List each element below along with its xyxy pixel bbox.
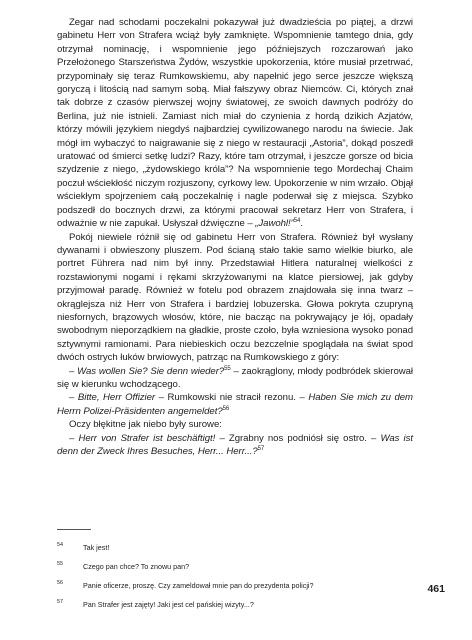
footnote-ref-57[interactable]: 57	[257, 445, 265, 452]
footnote-text: Panie oficerze, proszę. Czy zameldował mnie pan do prezydenta policji?	[83, 581, 314, 590]
footnotes	[57, 542, 413, 618]
footnote-ref-54[interactable]: 54	[293, 217, 301, 224]
paragraph-2: Pokój niewiele różnił się od gabinetu Herr von Strafera. Również był wysłany dywanami i obwieszony pluszem. Pod ścianą stało takie samo wielkie biurko, ale portret Führera nad nim był inny. Przedstawiał Hitlera naturalnej wielkości z rozstawionymi nogami i rękami skrzyżowanymi na klatce piersiowej, jak gdyby przyjmował paradę. Również w fotelu pod obrazem znajdowała się inna twarz – okrąglejsza niż Herr von Strafera i bardziej lobuzerska. Głowa pokryta czupryną niesfornych, brązowych włosów, które, nie bacząc na pokrywający je łój, opadały swobodnym nieporządkiem na gładkie, proste czoło, była wzniesiona wysoko ponad sztywnymi ramionami. Para niebieskich oczu bezczelnie spoglądała na świat spod dwóch ostrych łuków brwiowych, patrząc na Rumkowskiego z góry:	[57, 231, 413, 364]
paragraph-1-text: Zegar nad schodami poczekalni pokazywał już dwadzieścia po piątej, a drzwi gabinetu Herr von Strafera wciąż były zamknięte. Wspomnienie tamtego dnia, gdy otrzymał nominację, i wspomnienie jego późniejszych rozczarowań jako Przełożonego Starszeństwa Żydów, wszystkie upokorzenia, które musiał przetrwać, przypominały się teraz Rumkowskiemu, aby napełnić jego serce jeszcze większą goryczą i litością nad samym sobą. Miał fałszywy obraz Niemców. Ci, których znał tak dobrze z czasów pierwszej wojny światowej, ze swoich dawnych podróży do Berlina, już nie istnieli. Zamiast nich miał do czynienia z hordą dzikich Azjatów, którzy mówili językiem niegdyś najbardziej cywilizowanego narodu na świecie. Jak mógł im wybaczyć to naigrawanie się z niego w restauracji „Astoria”, dokąd poszedł uratować od śmierci setkę ludzi? Razy, które tam otrzymał, i jeszcze gorsze od bicia szydzenie z niego, „żydowskiego króla”? Na wspomnienie tego Mordechaj Chaim poczuł wściekłość niczym rozjuszony, cyrkowy lew. Upokorzenie w nim wrzało. Objął wściekłym spojrzeniem całą poczekalnię i nagle poderwał się z miejsca. Szybko podszedł do bocznych drzwi, za którymi pracował sekretarz Herr von Strafera, i odważnie w nie zapukał. Usłyszał dźwięczne –	[57, 17, 413, 230]
paragraph-1	[57, 16, 413, 231]
paragraph-4-mid: – Rumkowski nie stracił rezonu. –	[158, 392, 305, 404]
footnote-ref-55[interactable]: 55	[224, 365, 231, 372]
paragraph-1-italic: „Jawohl!”	[255, 218, 294, 230]
paragraph-4	[57, 391, 413, 418]
footnote-item	[57, 599, 413, 618]
footnote-number: 55	[57, 561, 63, 567]
footnote-number: 56	[57, 580, 63, 586]
footnote-text: Tak jest!	[83, 543, 110, 552]
paragraph-5: Oczy błękitne jak niebo były surowe:	[69, 419, 222, 431]
paragraph-3	[57, 365, 413, 392]
paragraph-6	[57, 432, 413, 459]
paragraph-6-mid: – Zgrabny nos podniósł się ostro. –	[219, 432, 377, 444]
dialogue-dash: –	[69, 365, 75, 377]
footnote-item	[57, 542, 413, 561]
footnote-item	[57, 580, 413, 599]
footnote-item	[57, 561, 413, 580]
dialogue-dash: –	[69, 432, 75, 444]
footnote-text: Pan Strafer jest zajęty! Jaki jest cel pańskiej wizyty...?	[83, 600, 254, 609]
paragraph-4-italic: Bitte, Herr Offizier	[77, 392, 156, 404]
page-number: 461	[427, 583, 445, 595]
paragraph-6-italic: Herr von Strafer ist beschäftigt!	[78, 432, 216, 444]
paragraph-3-rest: – zaokrąglony, młody podbródek skierował się w kierunku wchodzącego.	[57, 365, 413, 390]
body-text	[57, 16, 413, 458]
footnote-number: 57	[57, 599, 63, 605]
footnote-text: Czego pan chce? To znowu pan?	[83, 562, 190, 571]
dialogue-dash: –	[69, 392, 75, 404]
paragraph-4-italic-2: Haben Sie mich zu dem Herrn Polizei-Präsidenten angemeldet?	[57, 392, 413, 417]
paragraph-1-end: .	[300, 218, 303, 230]
paragraph-6-italic-2: Was ist denn der Zweck Ihres Besuches, Herr... Herr...?	[57, 432, 413, 457]
paragraph-3-italic: Was wollen Sie? Sie denn wieder?	[77, 365, 225, 377]
footnote-number: 54	[57, 542, 63, 548]
footnote-ref-56[interactable]: 56	[222, 405, 230, 412]
footnote-divider	[57, 529, 91, 530]
